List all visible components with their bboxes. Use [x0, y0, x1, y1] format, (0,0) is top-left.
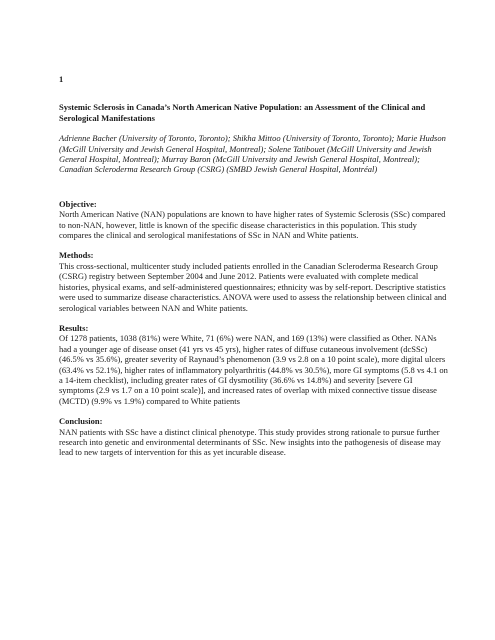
abstract-title: Systemic Sclerosis in Canada’s North American Native Population: an Assessment of the Clinical and Serological Manifestations [59, 102, 426, 123]
conclusion-section [59, 416, 449, 458]
results-body: Of 1278 patients, 1038 (81%) were White, 71 (6%) were NAN, and 169 (13%) were classified as Other. NANs had a younger age of disease onset (41 yrs vs 45 yrs), higher rates of diffuse cutaneous involvement (dcSSc) (46.5% vs 35.6%), greater severity of Raynaud’s phenomenon (3.9 vs 2.8 on a 10 point scale), more digital ulcers (63.4% vs 52.1%), higher rates of inflammatory polyarthritis (44.8% vs 30.5%), more GI symptoms (5.8 vs 4.1 on a 14-item checklist), including greater rates of GI dysmotility (36.6% vs 14.8%) and severity [severe GI symptoms (2.9 vs 1.7 on a 10 point scale)], and increased rates of overlap with mixed connective tissue disease (MCTD) (9.9% vs 1.9%) compared to White patients [59, 333, 448, 406]
conclusion-heading: Conclusion: [59, 416, 103, 427]
abstract-number: 1 [59, 74, 64, 84]
conclusion-body: NAN patients with SSc have a distinct clinical phenotype. This study provides strong rationale to pursue further research into genetic and environmental determinants of SSc. New insights into the pathogenesis of disease may lead to new targets of intervention for this as yet incurable disease. [59, 426, 441, 458]
objective-body: North American Native (NAN) populations are known to have higher rates of Systemic Sclerosis (SSc) compared to non-NAN, however, little is known of the specific disease characteristics in this population. This study compares the clinical and serological manifestations of SSc in NAN and White patients. [59, 209, 446, 241]
objective-heading: Objective: [59, 198, 97, 209]
results-heading: Results: [59, 322, 89, 333]
objective-section [59, 199, 449, 241]
results-section [59, 323, 449, 406]
methods-section [59, 250, 449, 312]
methods-body: This cross-sectional, multicenter study included patients enrolled in the Canadian Scleroderma Research Group (CSRG) registry between September 2004 and June 2012. Patients were evaluated with complete medical histories, physical exams, and self-administered questionnaires; ethnicity was by self-report. Descriptive statistics were used to summarize disease characteristics. ANOVA were used to assess the relationship between clinical and serological variables between NAN and White patients. [59, 260, 447, 313]
abstract-page [59, 74, 449, 468]
author-list: Adrienne Bacher (University of Toronto, Toronto); Shikha Mittoo (University of Toronto, Toronto); Marie Hudson (McGill University and Jewish General Hospital, Montreal); Solene Tatibouet (McGill University and Jewish General Hospital, Montreal); Murray Baron (McGill University and Jewish General Hospital, Montreal); Canadian Scleroderma Research Group (CSRG) (SMBD Jewish General Hospital, Montréal) [59, 133, 446, 175]
methods-heading: Methods: [59, 250, 94, 261]
